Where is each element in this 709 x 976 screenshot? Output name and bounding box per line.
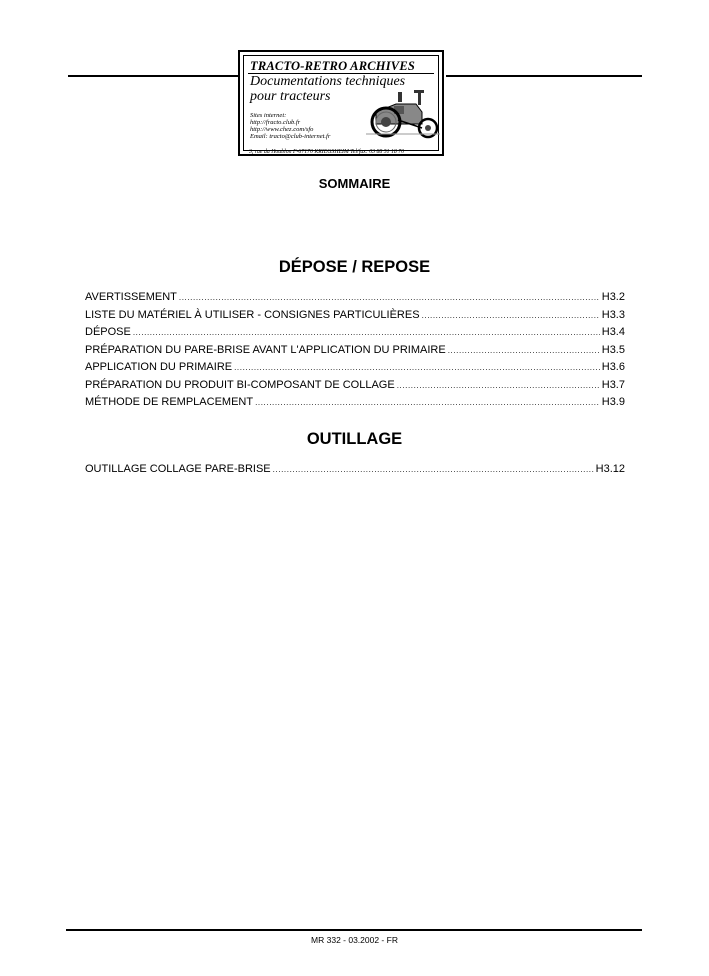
logo-address: 3, rue du Houblon F-67170 KRIEGSHEIM Tel/fax: 03 88 51 18 70 <box>249 149 404 155</box>
toc-leader-dots <box>397 381 600 390</box>
toc-entry-label: DÉPOSE <box>85 326 131 338</box>
toc-entry[interactable] <box>85 344 625 362</box>
toc-outillage <box>85 463 625 481</box>
toc-entry-label: PRÉPARATION DU PRODUIT BI-COMPOSANT DE COLLAGE <box>85 378 395 391</box>
logo-subtitle-2: pour tracteurs <box>250 89 331 104</box>
toc-entry[interactable] <box>85 379 625 397</box>
logo-site-2: http://www.chez.com/sfo <box>250 126 314 133</box>
logo-subtitle-1: Documentations techniques <box>250 74 406 89</box>
toc-entry-page: H3.2 <box>601 291 625 303</box>
toc-depose-repose <box>85 291 625 414</box>
header-rule-right <box>446 75 642 77</box>
sommaire-heading: SOMMAIRE <box>318 176 391 191</box>
section-title-depose-repose: DÉPOSE / REPOSE <box>278 258 431 276</box>
toc-leader-dots <box>234 363 600 372</box>
tractor-illustration-icon <box>356 90 442 140</box>
footer-reference: MR 332 - 03.2002 - FR <box>311 935 398 945</box>
toc-entry-label: APPLICATION DU PRIMAIRE <box>85 361 233 373</box>
toc-leader-dots <box>133 328 600 337</box>
header-rule-left <box>68 75 238 77</box>
toc-entry-page: H3.5 <box>601 343 625 356</box>
logo-inner-frame <box>243 55 439 155</box>
toc-entry-label: OUTILLAGE COLLAGE PARE-BRISE <box>85 463 271 475</box>
footer-rule <box>66 929 642 931</box>
toc-entry-page: H3.12 <box>595 463 625 475</box>
toc-entry-page: H3.9 <box>601 396 625 408</box>
toc-leader-dots <box>448 346 600 355</box>
toc-entry[interactable] <box>85 396 625 414</box>
toc-entry-label: PRÉPARATION DU PARE-BRISE AVANT L'APPLICATION DU PRIMAIRE <box>85 343 446 356</box>
toc-leader-dots <box>273 465 594 474</box>
tracto-retro-logo <box>238 50 444 156</box>
toc-entry-page: H3.3 <box>601 308 625 321</box>
toc-leader-dots <box>422 311 600 320</box>
section-title-outillage: OUTILLAGE <box>306 430 403 448</box>
toc-entry-page: H3.4 <box>601 326 625 338</box>
toc-entry-label: LISTE DU MATÉRIEL À UTILISER - CONSIGNES PARTICULIÈRES <box>85 308 420 321</box>
toc-entry-label: AVERTISSEMENT <box>85 291 177 303</box>
toc-entry[interactable] <box>85 361 625 379</box>
logo-site-1: http://fracto.club.fr <box>250 119 301 126</box>
toc-leader-dots <box>179 293 600 302</box>
toc-leader-dots <box>255 398 600 407</box>
toc-entry[interactable] <box>85 309 625 327</box>
logo-title: TRACTO-RETRO ARCHIVES <box>250 59 416 73</box>
toc-entry-page: H3.6 <box>601 361 625 373</box>
logo-sites-label: Sites internet: <box>250 112 287 119</box>
toc-entry[interactable] <box>85 326 625 344</box>
toc-entry-label: MÉTHODE DE REMPLACEMENT <box>85 396 254 408</box>
logo-email: Email: tracto@club-internet.fr <box>250 133 331 140</box>
toc-entry[interactable] <box>85 291 625 309</box>
toc-entry-page: H3.7 <box>601 378 625 391</box>
toc-entry[interactable] <box>85 463 625 481</box>
